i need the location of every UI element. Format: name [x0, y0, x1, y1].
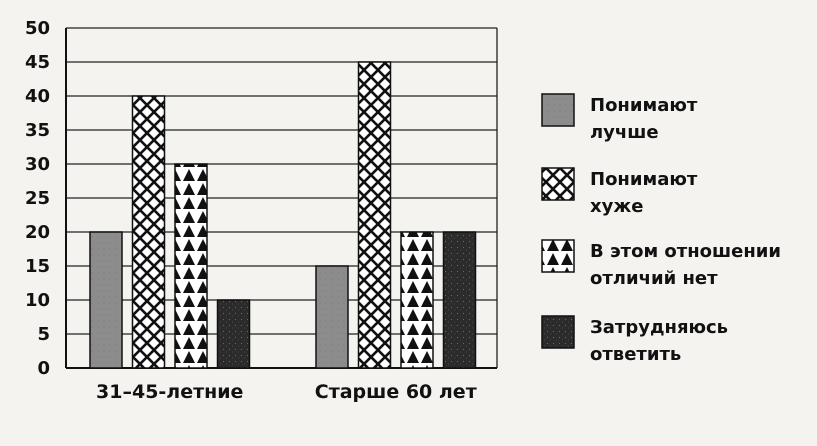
legend-swatch: [542, 94, 574, 126]
legend-label: лучше: [590, 122, 659, 143]
bar: [133, 96, 165, 368]
legend-swatch: [542, 316, 574, 348]
plot-area: [25, 18, 497, 403]
y-tick-label: 35: [24, 120, 50, 141]
y-tick-label: 15: [24, 256, 50, 277]
bar: [444, 232, 476, 368]
y-tick-label: 30: [24, 154, 50, 175]
legend-label: Понимают: [590, 95, 698, 116]
x-category-label: 31–45-летние: [96, 381, 244, 403]
legend: [542, 94, 781, 365]
y-tick-label: 25: [24, 188, 50, 209]
legend-label: хуже: [590, 196, 644, 217]
bar: [401, 232, 433, 368]
bar: [359, 62, 391, 368]
legend-swatch: [542, 240, 574, 272]
y-tick-label: 50: [24, 18, 50, 39]
x-category-label: Старше 60 лет: [314, 381, 477, 403]
bar: [218, 300, 250, 368]
bar: [316, 266, 348, 368]
legend-swatch: [542, 168, 574, 200]
y-tick-label: 5: [37, 324, 50, 345]
y-tick-label: 0: [37, 358, 50, 379]
y-tick-label: 10: [24, 290, 50, 311]
legend-label: В этом отношении: [590, 241, 782, 262]
bar: [90, 232, 122, 368]
y-tick-label: 45: [24, 52, 50, 73]
legend-label: отличий нет: [590, 268, 718, 289]
legend-label: Понимают: [590, 169, 698, 190]
legend-label: ответить: [590, 344, 682, 365]
y-tick-label: 20: [24, 222, 50, 243]
bar: [175, 164, 207, 368]
legend-label: Затрудняюсь: [590, 317, 729, 338]
y-tick-label: 40: [24, 86, 50, 107]
